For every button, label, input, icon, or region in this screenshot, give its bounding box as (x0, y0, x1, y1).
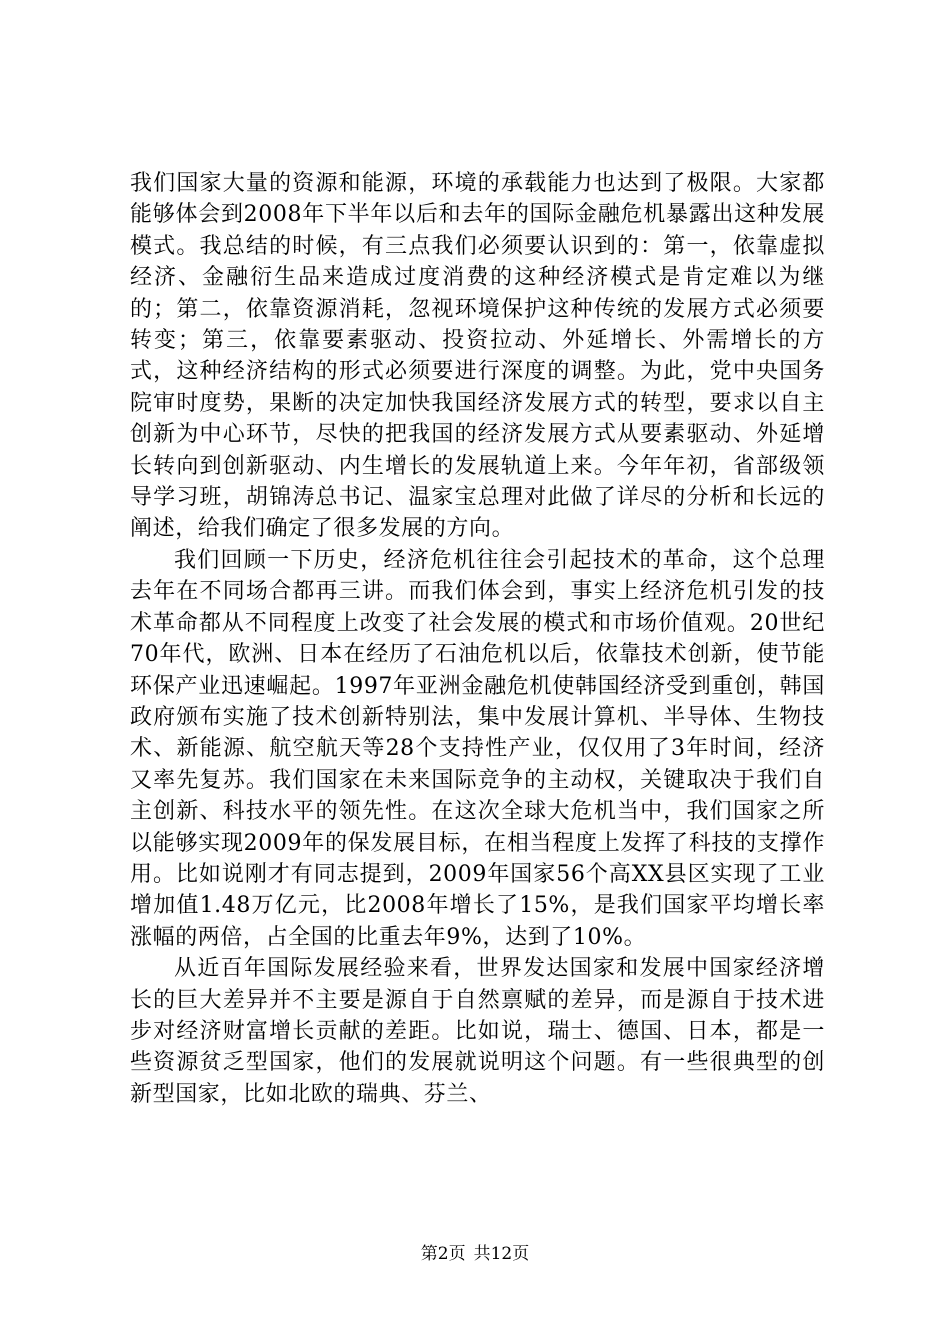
paragraph-1: 我们国家大量的资源和能源，环境的承载能力也达到了极限。大家都能够体会到2008年下半年以后和去年的国际金融危机暴露出这种发展模式。我总结的时候，有三点我们必须要认识到的：第一，依靠虚拟经济、金融衍生品来造成过度消费的这种经济模式是肯定难以为继的；第二，依靠资源消耗，忽视环境保护这种传统的发展方式必须要转变；第三，依靠要素驱动、投资拉动、外延增长、外需增长的方式，这种经济结构的形式必须要进行深度的调整。为此，党中央国务院审时度势，果断的决定加快我国经济发展方式的转型，要求以自主创新为中心环节，尽快的把我国的经济发展方式从要素驱动、外延增长转向到创新驱动、内生增长的发展轨道上来。今年年初，省部级领导学习班，胡锦涛总书记、温家宝总理对此做了详尽的分析和长远的阐述，给我们确定了很多发展的方向。 (130, 171, 825, 542)
paragraph-2: 我们回顾一下历史，经济危机往往会引起技术的革命，这个总理去年在不同场合都再三讲。而我们体会到，事实上经济危机引发的技术革命都从不同程度上改变了社会发展的模式和市场价值观。20世纪70年代，欧洲、日本在经历了石油危机以后，依靠技术创新，使节能环保产业迅速崛起。1997年亚洲金融危机使韩国经济受到重创，韩国政府颁布实施了技术创新特别法，集中发展计算机、半导体、生物技术、新能源、航空航天等28个支持性产业，仅仅用了3年时间，经济又率先复苏。我们国家在未来国际竞争的主动权，关键取决于我们自主创新、科技水平的领先性。在这次全球大危机当中，我们国家之所以能够实现2009年的保发展目标，在相当程度上发挥了科技的支撑作用。比如说刚才有同志提到，2009年国家56个高XX县区实现了工业增加值1.48万亿元，比2008年增长了15%，是我们国家平均增长率涨幅的两倍，占全国的比重去年9%，达到了10%。 (130, 547, 825, 950)
page-footer (0, 1243, 950, 1265)
paragraph-3: 从近百年国际发展经验来看，世界发达国家和发展中国家经济增长的巨大差异并不主要是源自于自然禀赋的差异，而是源自于技术进步对经济财富增长贡献的差距。比如说，瑞士、德国、日本，都是一些资源贫乏型国家，他们的发展就说明这个问题。有一些很典型的创新型国家，比如北欧的瑞典、芬兰、 (130, 956, 825, 1107)
page-number: 第2页 (420, 1244, 466, 1264)
page-total: 共12页 (473, 1244, 530, 1264)
document-body (130, 168, 825, 1110)
